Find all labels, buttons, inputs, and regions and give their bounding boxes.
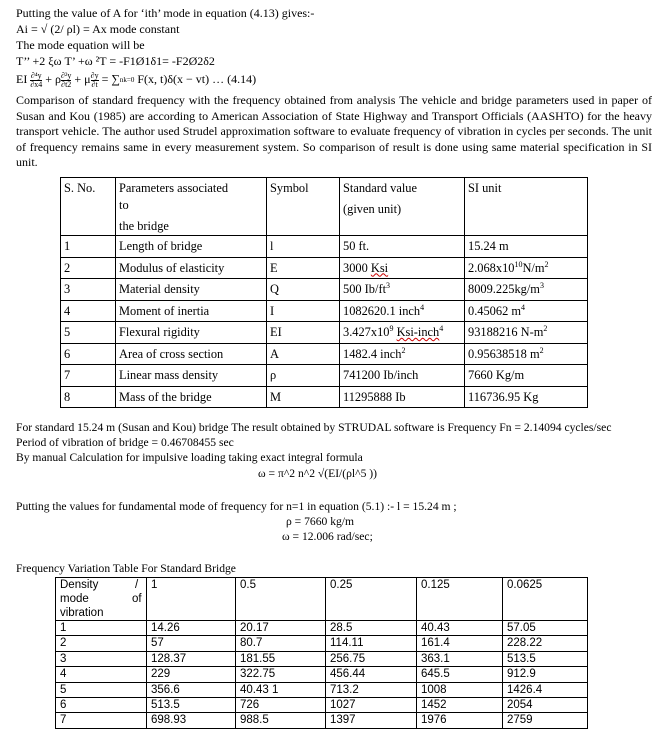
eq-sum-lower: k=0	[123, 76, 135, 85]
cell-param: Material density	[116, 279, 267, 301]
table-row	[61, 365, 588, 387]
equation-4-14	[16, 70, 256, 89]
cell-std: 741200 Ib/inch	[340, 365, 465, 387]
cell-si: 7660 Kg/m	[465, 365, 588, 387]
cell-value: 256.75	[326, 651, 417, 666]
cell-value: 1426.4	[503, 682, 588, 697]
eq-rest: F(x, t)δ(x − vt) … (4.14)	[137, 72, 257, 86]
table-row	[61, 300, 588, 322]
eq-sum-limits	[120, 76, 134, 84]
cell-param: Modulus of elasticity	[116, 257, 267, 279]
cell-value: 513.5	[147, 698, 236, 713]
equation-mode-constant: Ai = √ (2/ ρl) = Ax mode constant	[16, 22, 180, 36]
table-row	[56, 682, 588, 697]
cell-mode: 1	[56, 621, 147, 636]
cell-param: Length of bridge	[116, 236, 267, 258]
text-line-mode-value: Putting the value of A for ‘ith’ mode in equation (4.13) gives:-	[16, 6, 315, 20]
cell-si: $8009.225kg/m^3$	[465, 279, 588, 301]
cell-value: 363.1	[417, 651, 503, 666]
table-row	[56, 698, 588, 713]
header-std-line2: (given unit)	[343, 202, 402, 216]
eq-frac-dy-num: ∂y	[90, 70, 99, 80]
vibration-word: vibration	[60, 607, 104, 619]
header-standard-value	[340, 178, 465, 236]
header-density-0-25: 0.25	[326, 578, 417, 621]
cell-value: 57	[147, 636, 236, 651]
cell-symbol: ρ	[267, 365, 340, 387]
eq-frac-d4y	[30, 72, 42, 89]
cell-symbol: l	[267, 236, 340, 258]
cell-symbol: E	[267, 257, 340, 279]
cell-si: 116736.95 Kg	[465, 386, 588, 408]
cell-symbol: A	[267, 343, 340, 365]
value-text: 3000	[343, 260, 371, 275]
eq-plus-mu: + μ	[74, 72, 91, 86]
header-density-0-0625: 0.0625	[503, 578, 588, 621]
table-header-row	[61, 178, 588, 236]
eq-frac-dy	[91, 72, 99, 89]
eq-frac-d2y-num: ∂²y	[61, 70, 72, 80]
header-symbol: Symbol	[267, 178, 340, 236]
cell-std: 1482.4 inch$^2$	[340, 343, 465, 365]
table-row	[61, 236, 588, 258]
cell-value: 912.9	[503, 667, 588, 682]
eq-frac-d2y	[61, 72, 71, 89]
cell-si: $2.068x10^{10}N/m^2$	[465, 257, 588, 279]
header-density-mode	[56, 578, 147, 621]
frequency-variation-table	[55, 577, 588, 729]
cell-symbol: M	[267, 386, 340, 408]
table-row	[61, 322, 588, 344]
cell-value: 40.43	[417, 621, 503, 636]
bridge-parameters-table	[60, 177, 588, 408]
cell-value: 2759	[503, 713, 588, 728]
rho-value: ρ = 7660 kg/m	[286, 515, 355, 528]
header-density-0-5: 0.5	[236, 578, 326, 621]
eq-plus-rho: + ρ	[45, 72, 62, 86]
table-row	[61, 343, 588, 365]
cell-mode: 5	[56, 682, 147, 697]
cell-value: 322.75	[236, 667, 326, 682]
eq-sum-upper: n	[119, 76, 124, 85]
eq-ei: EI	[16, 72, 28, 86]
cell-sno: 4	[61, 300, 116, 322]
cell-value: 20.17	[236, 621, 326, 636]
header-sno: S. No.	[61, 178, 116, 236]
frequency-table-title: Frequency Variation Table For Standard Bridge	[16, 562, 236, 575]
cell-std: $3.427x10^9$ Ksi-inch$^4$	[340, 322, 465, 344]
cell-std: 500 $Ib/ft^3$	[340, 279, 465, 301]
cell-param: Flexural rigidity	[116, 322, 267, 344]
eq-frac-d4y-den: ∂x4	[30, 79, 43, 89]
cell-symbol: Q	[267, 279, 340, 301]
cell-sno: 2	[61, 257, 116, 279]
table-row	[56, 621, 588, 636]
manual-calc-text: By manual Calculation for impulsive loading taking exact integral formula	[16, 451, 363, 464]
header-density-0-125: 0.125	[417, 578, 503, 621]
comparison-paragraph: Comparison of standard frequency with the frequency obtained from analysis The vehicle and bridge parameters used in paper of Susan and Kou (1985) are according to American Association of State Highway and Transport Officials (AASHTO) for the heavy transport vehicle. The author used Strudel approximation software to evaluate frequency of vibration in cycles per seconds. The unit of frequency remains same in every measurement system. So comparison of result is done using same material specification in SI unit.	[16, 93, 652, 170]
text-mode-equation-intro: The mode equation will be	[16, 38, 145, 52]
cell-value: 698.93	[147, 713, 236, 728]
density-word: Density	[60, 579, 99, 591]
ksi-unit: Ksi	[370, 260, 389, 275]
cell-symbol: EI	[267, 322, 340, 344]
cell-value: 1452	[417, 698, 503, 713]
cell-param: Linear mass density	[116, 365, 267, 387]
table-row	[61, 257, 588, 279]
cell-value: 28.5	[326, 621, 417, 636]
density-slash: /	[135, 579, 139, 591]
cell-param: Area of cross section	[116, 343, 267, 365]
cell-sno: 6	[61, 343, 116, 365]
cell-symbol: I	[267, 300, 340, 322]
cell-mode: 4	[56, 667, 147, 682]
cell-sno: 5	[61, 322, 116, 344]
cell-value: 1008	[417, 682, 503, 697]
strudal-result-text: For standard 15.24 m (Susan and Kou) bridge The result obtained by STRUDAL software is Frequency Fn = 2.14094 cycles/sec	[16, 421, 612, 434]
table-row	[56, 667, 588, 682]
cell-sno: 1	[61, 236, 116, 258]
cell-value: 57.05	[503, 621, 588, 636]
cell-std: 11295888 Ib	[340, 386, 465, 408]
omega-value: ω = 12.006 rad/sec;	[282, 530, 373, 543]
cell-value: 513.5	[503, 651, 588, 666]
cell-value: 1027	[326, 698, 417, 713]
table-row	[56, 713, 588, 728]
cell-value: 128.37	[147, 651, 236, 666]
table-row	[56, 651, 588, 666]
table-row	[61, 386, 588, 408]
cell-si: 93188216 $N-m^2$	[465, 322, 588, 344]
cell-si: 15.24 m	[465, 236, 588, 258]
header-std-line1: Standard value	[343, 181, 417, 195]
cell-value: 2054	[503, 698, 588, 713]
cell-value: 114.11	[326, 636, 417, 651]
cell-param: Moment of inertia	[116, 300, 267, 322]
cell-value: 181.55	[236, 651, 326, 666]
cell-value: 456.44	[326, 667, 417, 682]
cell-si: 0.45062 $m^4$	[465, 300, 588, 322]
eq-sum: = ∑	[101, 72, 120, 86]
table-row	[56, 636, 588, 651]
header-si-unit: SI unit	[465, 178, 588, 236]
cell-value: 1976	[417, 713, 503, 728]
cell-value: 726	[236, 698, 326, 713]
cell-value: 80.7	[236, 636, 326, 651]
header-param-line3: the bridge	[119, 219, 169, 233]
cell-mode: 6	[56, 698, 147, 713]
density-mode-label	[58, 578, 142, 620]
cell-mode: 7	[56, 713, 147, 728]
cell-value: 1397	[326, 713, 417, 728]
cell-std	[340, 257, 465, 279]
cell-value: 161.4	[417, 636, 503, 651]
header-param-line2: to	[119, 198, 129, 212]
fundamental-mode-text: Putting the values for fundamental mode of frequency for n=1 in equation (5.1) :- l = 15.24 m ;	[16, 500, 457, 513]
equation-mode: T’’ +2 ξω T’ +ω ²T = -F1Ø1δ1= -F2Ø2δ2	[16, 54, 215, 68]
mode-word: mode	[60, 593, 89, 605]
cell-value: 645.5	[417, 667, 503, 682]
cell-value: 14.26	[147, 621, 236, 636]
cell-sno: 3	[61, 279, 116, 301]
of-word: of	[132, 593, 142, 605]
cell-sno: 8	[61, 386, 116, 408]
omega-formula: ω = π^2 n^2 √(EI/(ρl^5 ))	[258, 467, 378, 480]
cell-mode: 2	[56, 636, 147, 651]
header-density-1: 1	[147, 578, 236, 621]
cell-std: 1082620.1 inch$^4$	[340, 300, 465, 322]
cell-value: 229	[147, 667, 236, 682]
cell-value: 713.2	[326, 682, 417, 697]
eq-frac-d2y-den: ∂t2	[61, 79, 72, 89]
cell-value: 40.43 1	[236, 682, 326, 697]
period-text: Period of vibration of bridge = 0.46708455 sec	[16, 436, 234, 449]
cell-si: 0.95638518 $m^2$	[465, 343, 588, 365]
cell-std: 50 ft.	[340, 236, 465, 258]
header-param-line1: Parameters associated	[119, 181, 229, 195]
cell-sno: 7	[61, 365, 116, 387]
table-header-row	[56, 578, 588, 621]
cell-mode: 3	[56, 651, 147, 666]
cell-value: 356.6	[147, 682, 236, 697]
header-parameters	[116, 178, 267, 236]
cell-value: 228.22	[503, 636, 588, 651]
eq-frac-dy-den: ∂t	[91, 79, 98, 89]
cell-param: Mass of the bridge	[116, 386, 267, 408]
eq-frac-d4y-num: ∂⁴y	[30, 70, 42, 80]
table-row	[61, 279, 588, 301]
cell-value: 988.5	[236, 713, 326, 728]
